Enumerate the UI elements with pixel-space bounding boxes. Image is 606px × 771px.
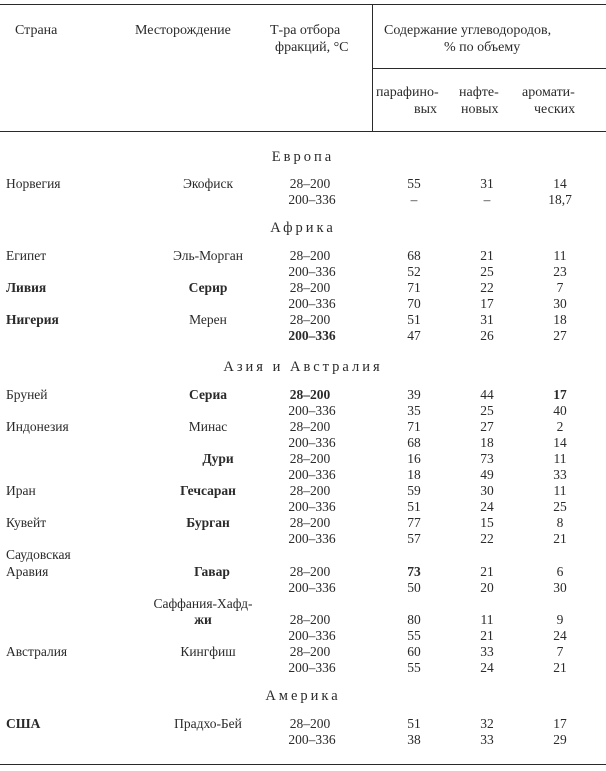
temp-range: 200–336 <box>288 296 336 311</box>
country-name: США <box>6 716 41 731</box>
section-heading: Азия и Австралия <box>223 359 383 375</box>
naphthene-value: 33 <box>480 644 494 659</box>
paraffin-value: 18 <box>407 467 421 482</box>
aromatic-value: 24 <box>553 628 567 643</box>
paraffin-value: 71 <box>407 280 421 295</box>
header-naphthene-line2: новых <box>461 102 499 117</box>
field-name: Сериа <box>189 387 227 402</box>
aromatic-value: 40 <box>553 403 567 418</box>
naphthene-value: 21 <box>480 628 494 643</box>
section-heading: Европа <box>271 149 335 165</box>
naphthene-value: 25 <box>480 403 494 418</box>
field-name: Серир <box>188 280 228 295</box>
temp-range: 200–336 <box>288 732 336 747</box>
paraffin-value: 55 <box>407 660 421 675</box>
naphthene-value: 17 <box>480 296 494 311</box>
aromatic-value: 11 <box>553 248 567 263</box>
aromatic-value: 17 <box>553 716 567 731</box>
section-heading: Африка <box>270 220 336 236</box>
aromatic-value: 33 <box>553 467 567 482</box>
paraffin-value: 68 <box>407 435 421 450</box>
aromatic-value: 14 <box>553 435 567 450</box>
paraffin-value: 38 <box>407 732 421 747</box>
header-field: Месторождение <box>135 23 231 38</box>
aromatic-value: 18,7 <box>548 192 572 207</box>
naphthene-value: 31 <box>480 312 494 327</box>
country-name-line2: Аравия <box>6 564 49 579</box>
paraffin-value: 51 <box>407 716 421 731</box>
paraffin-value: 50 <box>407 580 421 595</box>
aromatic-value: 2 <box>556 419 564 434</box>
field-name-line2: жи <box>194 612 212 627</box>
country-name: Бруней <box>6 387 48 402</box>
naphthene-value: 30 <box>480 483 494 498</box>
temp-range: 28–200 <box>289 612 331 627</box>
naphthene-value: 22 <box>480 531 494 546</box>
aromatic-value: 9 <box>556 612 564 627</box>
temp-range: 28–200 <box>289 515 331 530</box>
aromatic-value: 11 <box>553 451 567 466</box>
temp-range: 28–200 <box>289 387 331 402</box>
header-aromatic-line2: ческих <box>534 102 576 117</box>
header-paraffin-line1: парафино- <box>376 85 439 100</box>
country-name: Австралия <box>6 644 68 659</box>
naphthene-value: 21 <box>480 564 494 579</box>
naphthene-value: 15 <box>480 515 494 530</box>
paraffin-value: 70 <box>407 296 421 311</box>
naphthene-value: 24 <box>480 499 494 514</box>
header-naphthene-line1: нафте- <box>459 85 499 100</box>
naphthene-value: 24 <box>480 660 494 675</box>
paraffin-value: 51 <box>407 312 421 327</box>
aromatic-value: 14 <box>553 176 567 191</box>
field-name: Кингфиш <box>180 644 236 659</box>
paraffin-value: 55 <box>407 628 421 643</box>
aromatic-value: 6 <box>556 564 564 579</box>
temp-range: 28–200 <box>289 248 331 263</box>
country-name-line1: Саудовская <box>6 547 71 562</box>
field-name: Минас <box>188 419 228 434</box>
content-divider <box>372 5 373 131</box>
aromatic-value: 27 <box>553 328 567 343</box>
naphthene-value: 44 <box>480 387 494 402</box>
naphthene-value: 18 <box>480 435 494 450</box>
aromatic-value: 11 <box>553 483 567 498</box>
naphthene-value: 22 <box>480 280 494 295</box>
header-content-line2: % по объему <box>444 40 521 55</box>
naphthene-value: 25 <box>480 264 494 279</box>
aromatic-value: 30 <box>553 296 567 311</box>
naphthene-value: 31 <box>480 176 494 191</box>
country-name: Иран <box>6 483 36 498</box>
temp-range: 28–200 <box>289 644 331 659</box>
paraffin-value: 73 <box>407 564 421 579</box>
naphthene-value: 49 <box>480 467 494 482</box>
naphthene-value: 32 <box>480 716 494 731</box>
temp-range: 200–336 <box>288 531 336 546</box>
aromatic-value: 8 <box>556 515 564 530</box>
header-temp-line2: фракций, °С <box>275 40 349 55</box>
header-country: Страна <box>15 23 58 38</box>
aromatic-value: 30 <box>553 580 567 595</box>
naphthene-value: – <box>483 192 491 207</box>
paraffin-value: 35 <box>407 403 421 418</box>
table-bottom-rule <box>0 764 606 765</box>
country-name: Египет <box>6 248 47 263</box>
temp-range: 200–336 <box>288 264 336 279</box>
temp-range: 200–336 <box>288 403 336 418</box>
paraffin-value: 55 <box>407 176 421 191</box>
temp-range: 28–200 <box>289 176 331 191</box>
paraffin-value: – <box>410 192 418 207</box>
field-name: Гавар <box>194 564 230 579</box>
country-name: Нигерия <box>6 312 59 327</box>
paraffin-value: 51 <box>407 499 421 514</box>
aromatic-value: 21 <box>553 531 567 546</box>
paraffin-value: 47 <box>407 328 421 343</box>
temp-range: 200–336 <box>288 580 336 595</box>
naphthene-value: 21 <box>480 248 494 263</box>
temp-range: 200–336 <box>288 192 336 207</box>
paraffin-value: 57 <box>407 531 421 546</box>
aromatic-value: 7 <box>556 280 564 295</box>
temp-range: 28–200 <box>289 451 331 466</box>
field-name: Прадхо-Бей <box>174 716 242 731</box>
naphthene-value: 33 <box>480 732 494 747</box>
temp-range: 200–336 <box>288 328 336 343</box>
aromatic-value: 21 <box>553 660 567 675</box>
naphthene-value: 26 <box>480 328 494 343</box>
temp-range: 200–336 <box>288 499 336 514</box>
field-name: Дури <box>202 451 234 466</box>
temp-range: 28–200 <box>289 716 331 731</box>
aromatic-value: 29 <box>553 732 567 747</box>
country-name: Ливия <box>6 280 47 295</box>
field-name: Гечсаран <box>180 483 236 498</box>
header-paraffin-line2: вых <box>414 102 438 117</box>
section-heading: Америка <box>265 688 341 704</box>
temp-range: 28–200 <box>289 564 331 579</box>
aromatic-value: 7 <box>556 644 564 659</box>
temp-range: 200–336 <box>288 660 336 675</box>
paraffin-value: 59 <box>407 483 421 498</box>
aromatic-value: 25 <box>553 499 567 514</box>
paraffin-value: 68 <box>407 248 421 263</box>
field-name: Эль-Морган <box>172 248 244 263</box>
field-name-line1: Саффания-Хафд- <box>153 596 253 611</box>
header-aromatic-line1: аромати- <box>522 85 575 100</box>
aromatic-value: 17 <box>553 387 567 402</box>
temp-range: 200–336 <box>288 435 336 450</box>
paraffin-value: 39 <box>407 387 421 402</box>
content-header-rule <box>372 68 606 69</box>
paraffin-value: 71 <box>407 419 421 434</box>
table-top-rule <box>0 4 606 5</box>
header-content-line1: Содержание углеводородов, <box>384 23 552 38</box>
paraffin-value: 80 <box>407 612 421 627</box>
paraffin-value: 77 <box>407 515 421 530</box>
temp-range: 28–200 <box>289 419 331 434</box>
temp-range: 28–200 <box>289 483 331 498</box>
country-name: Кувейт <box>6 515 47 530</box>
field-name: Мерен <box>189 312 227 327</box>
header-temp-line1: Т-ра отбора <box>270 23 341 38</box>
temp-range: 200–336 <box>288 628 336 643</box>
aromatic-value: 23 <box>553 264 567 279</box>
temp-range: 200–336 <box>288 467 336 482</box>
temp-range: 28–200 <box>289 312 331 327</box>
country-name: Индонезия <box>6 419 69 434</box>
naphthene-value: 20 <box>480 580 494 595</box>
field-name: Экофиск <box>182 176 234 191</box>
naphthene-value: 27 <box>480 419 494 434</box>
paraffin-value: 16 <box>407 451 421 466</box>
header-bottom-rule <box>0 131 606 132</box>
paraffin-value: 60 <box>407 644 421 659</box>
naphthene-value: 11 <box>480 612 494 627</box>
field-name: Бурган <box>186 515 230 530</box>
naphthene-value: 73 <box>480 451 494 466</box>
aromatic-value: 18 <box>553 312 567 327</box>
paraffin-value: 52 <box>407 264 421 279</box>
country-name: Норвегия <box>6 176 61 191</box>
temp-range: 28–200 <box>289 280 331 295</box>
